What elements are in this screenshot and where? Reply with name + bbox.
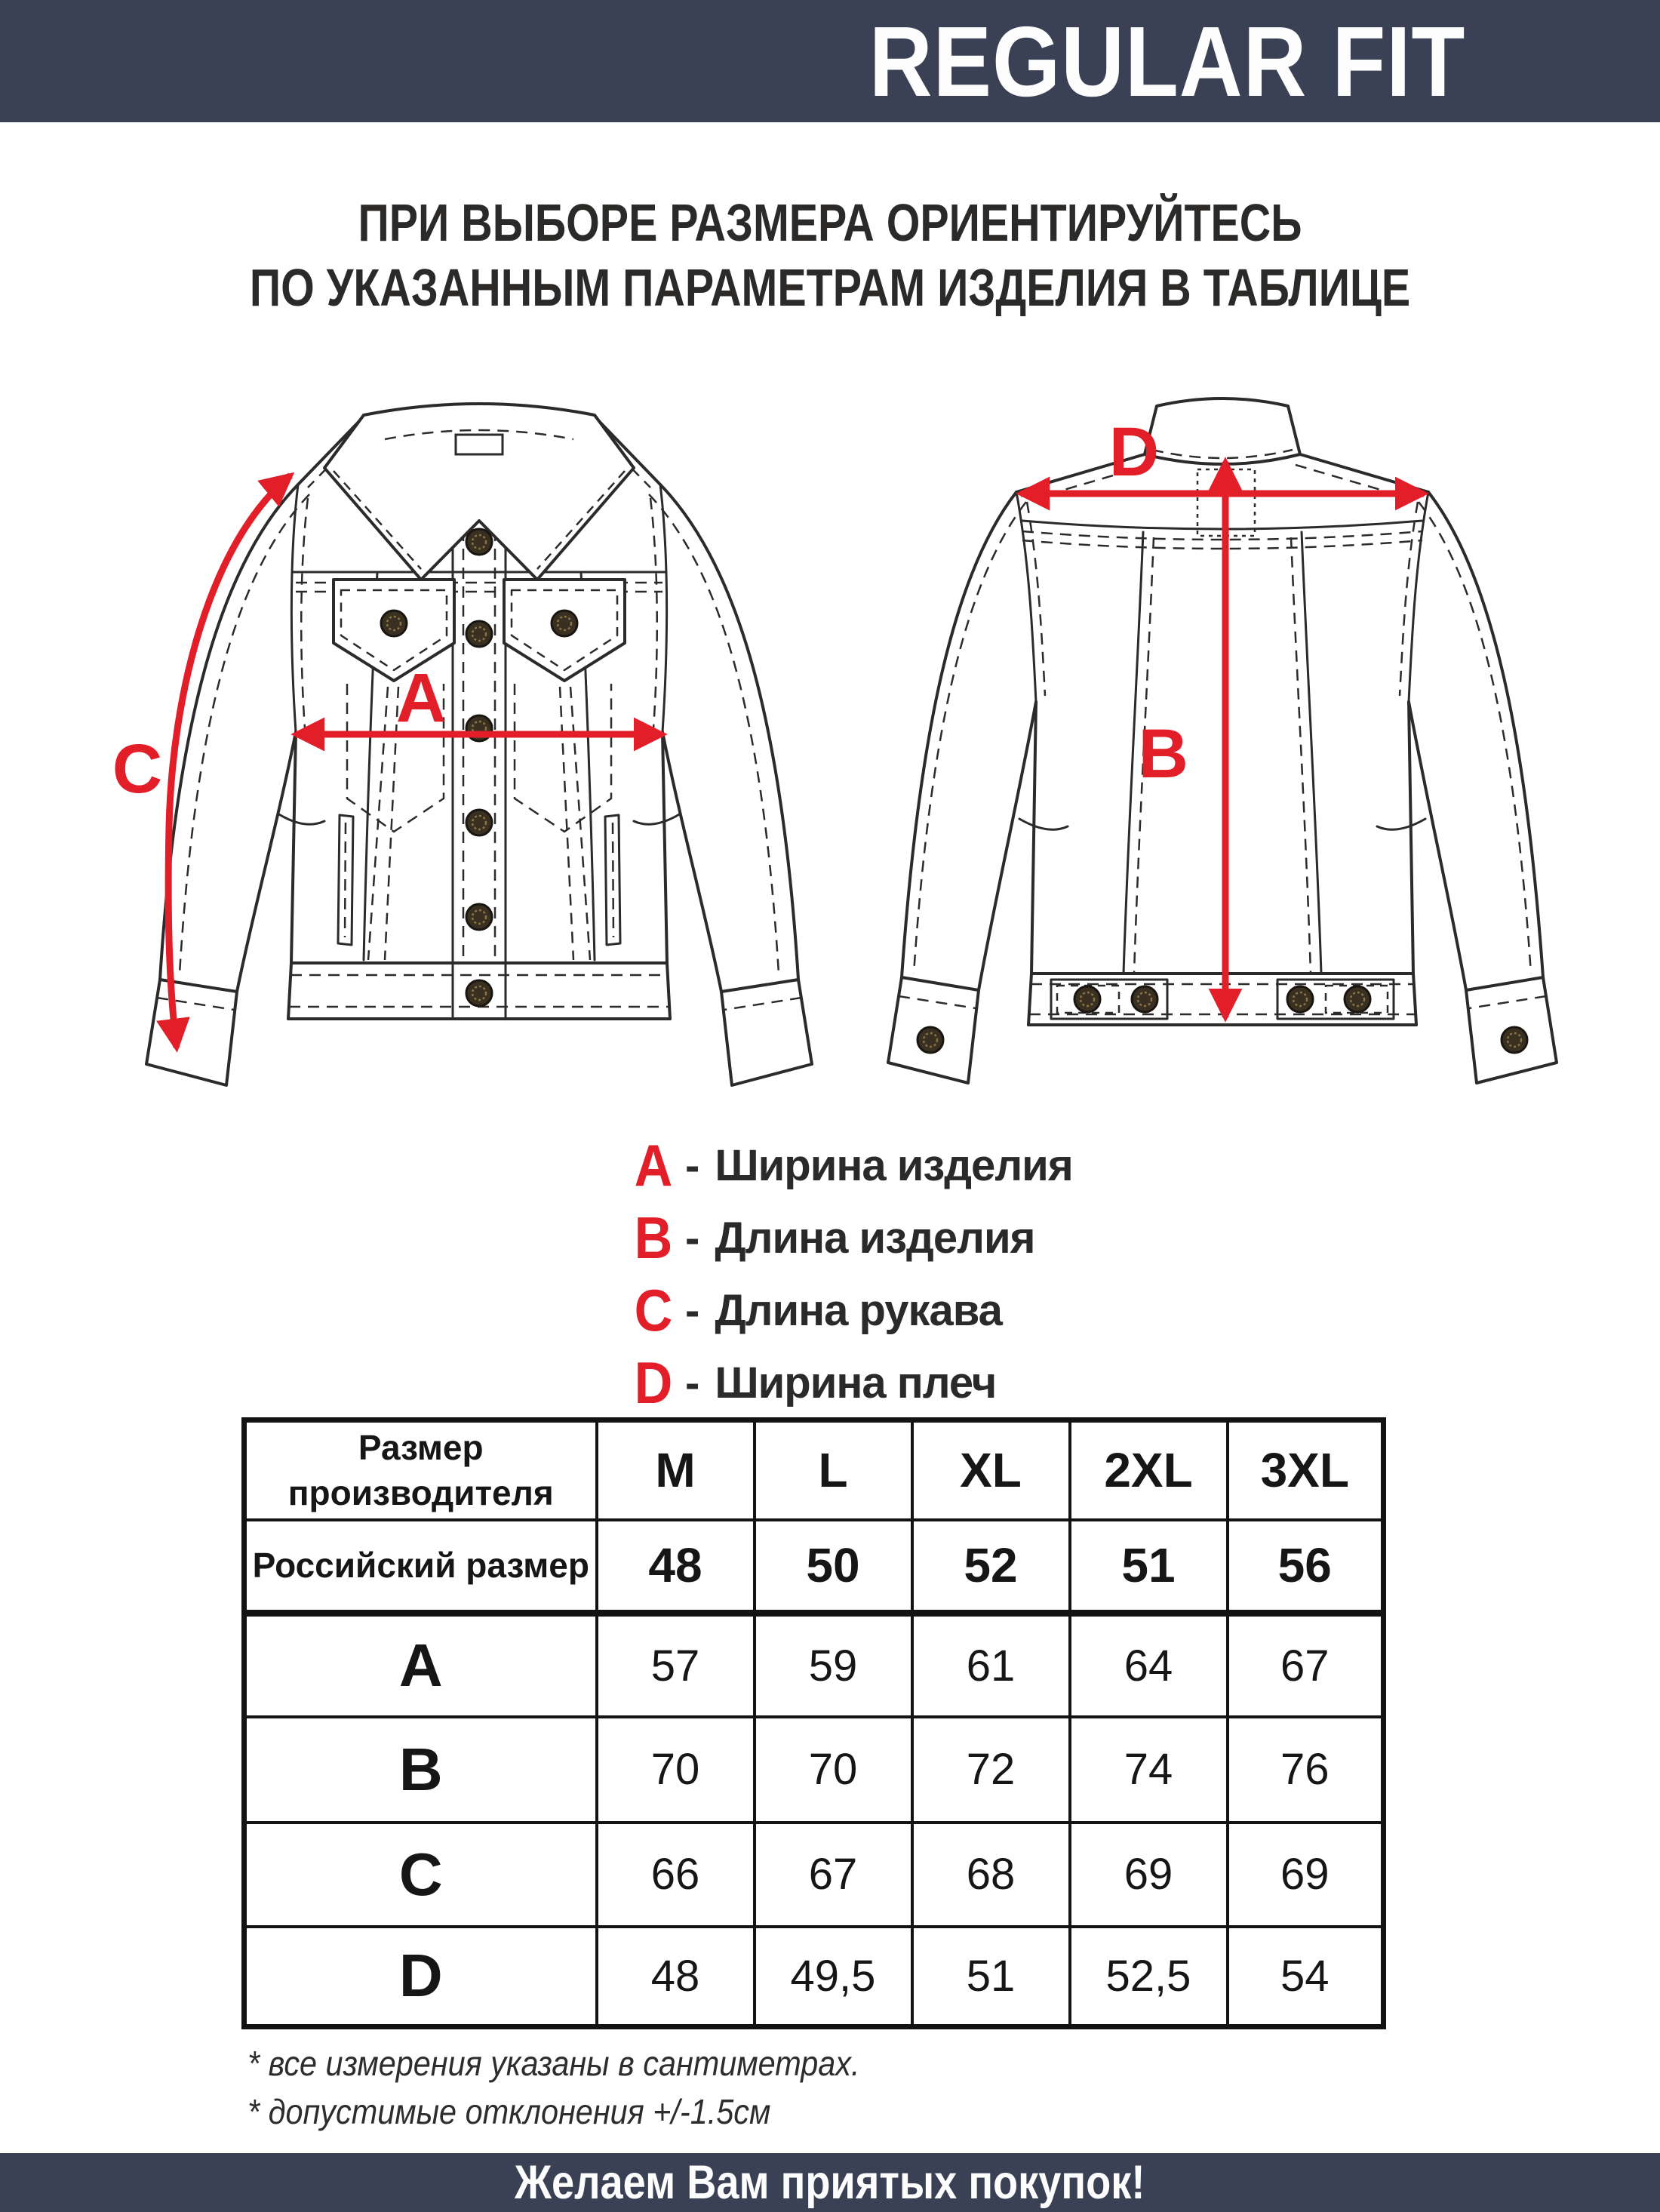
legend-separator: - — [685, 1140, 700, 1190]
legend-letter-c: C — [634, 1276, 673, 1343]
jacket-back-diagram — [841, 340, 1603, 1109]
table-row-a — [244, 1614, 1384, 1717]
value-d-2xl: 52,5 — [1070, 1927, 1228, 2027]
value-c-l: 67 — [755, 1823, 912, 1927]
footer-message: Желаем Вам приятых покупок! — [515, 2156, 1145, 2209]
legend-separator: - — [685, 1213, 700, 1263]
legend-label-a: Ширина изделия — [715, 1140, 1073, 1190]
legend-item-b — [625, 1201, 1073, 1274]
value-a-3xl: 67 — [1228, 1614, 1384, 1717]
russian-size-3xl: 56 — [1228, 1520, 1384, 1614]
measurement-legend — [625, 1129, 1073, 1419]
value-c-3xl: 69 — [1228, 1823, 1384, 1927]
legend-item-d — [625, 1346, 1073, 1419]
legend-separator: - — [685, 1358, 700, 1407]
legend-label-c: Длина рукава — [715, 1285, 1002, 1335]
value-b-3xl: 76 — [1228, 1717, 1384, 1823]
table-row-d — [244, 1927, 1384, 2027]
value-a-l: 59 — [755, 1614, 912, 1717]
table-row-manufacturer — [244, 1420, 1384, 1520]
footnotes — [247, 2039, 928, 2136]
table-row-russian — [244, 1520, 1384, 1614]
legend-item-c — [625, 1274, 1073, 1346]
legend-label-d: Ширина плеч — [715, 1358, 997, 1407]
value-b-2xl: 74 — [1070, 1717, 1228, 1823]
back-letter-b: B — [1138, 715, 1188, 792]
subtitle — [0, 190, 1660, 320]
size-col-xl: XL — [912, 1420, 1070, 1520]
front-letter-a: A — [395, 660, 447, 737]
size-col-2xl: 2XL — [1070, 1420, 1228, 1520]
value-c-xl: 68 — [912, 1823, 1070, 1927]
header-bar — [0, 0, 1660, 122]
russian-size-2xl: 51 — [1070, 1520, 1228, 1614]
footnote-units: * все измерения указаны в сантиметрах. — [247, 2044, 860, 2083]
footer-bar — [0, 2153, 1660, 2212]
value-b-xl: 72 — [912, 1717, 1070, 1823]
front-letter-c: C — [112, 731, 163, 808]
value-b-l: 70 — [755, 1717, 912, 1823]
value-d-3xl: 54 — [1228, 1927, 1384, 2027]
row-letter-d: D — [244, 1927, 597, 2027]
table-row-b — [244, 1717, 1384, 1823]
subtitle-line-2: ПО УКАЗАННЫМ ПАРАМЕТРАМ ИЗДЕЛИЯ В ТАБЛИЦЕ — [249, 258, 1411, 317]
footnote-tolerance: * допустимые отклонения +/-1.5см — [247, 2092, 771, 2131]
value-a-xl: 61 — [912, 1614, 1070, 1717]
russian-size-xl: 52 — [912, 1520, 1070, 1614]
size-col-l: L — [755, 1420, 912, 1520]
legend-separator: - — [685, 1285, 700, 1335]
back-letter-d: D — [1108, 414, 1160, 491]
page-title: REGULAR FIT — [868, 5, 1465, 117]
legend-letter-d: D — [634, 1349, 673, 1416]
value-c-2xl: 69 — [1070, 1823, 1228, 1927]
value-a-m: 57 — [597, 1614, 755, 1717]
value-a-2xl: 64 — [1070, 1614, 1228, 1717]
russian-size-header: Российский размер — [244, 1520, 597, 1614]
value-d-l: 49,5 — [755, 1927, 912, 2027]
value-d-m: 48 — [597, 1927, 755, 2027]
legend-letter-b: B — [634, 1204, 673, 1271]
legend-item-a — [625, 1129, 1073, 1201]
table-row-c — [244, 1823, 1384, 1927]
size-col-3xl: 3XL — [1228, 1420, 1384, 1520]
value-d-xl: 51 — [912, 1927, 1070, 2027]
legend-letter-a: A — [634, 1131, 673, 1198]
measure-arrow-b — [1139, 462, 1225, 1017]
size-col-m: M — [597, 1420, 755, 1520]
size-table — [241, 1417, 1386, 2029]
legend-label-b: Длина изделия — [715, 1213, 1035, 1263]
jacket-front-diagram — [98, 340, 860, 1109]
value-b-m: 70 — [597, 1717, 755, 1823]
russian-size-l: 50 — [755, 1520, 912, 1614]
subtitle-line-1: ПРИ ВЫБОРЕ РАЗМЕРА ОРИЕНТИРУЙТЕСЬ — [358, 193, 1302, 252]
manufacturer-size-header: Размер производителя — [244, 1420, 597, 1520]
row-letter-c: C — [244, 1823, 597, 1927]
row-letter-a: A — [244, 1614, 597, 1717]
row-letter-b: B — [244, 1717, 597, 1823]
value-c-m: 66 — [597, 1823, 755, 1927]
russian-size-m: 48 — [597, 1520, 755, 1614]
